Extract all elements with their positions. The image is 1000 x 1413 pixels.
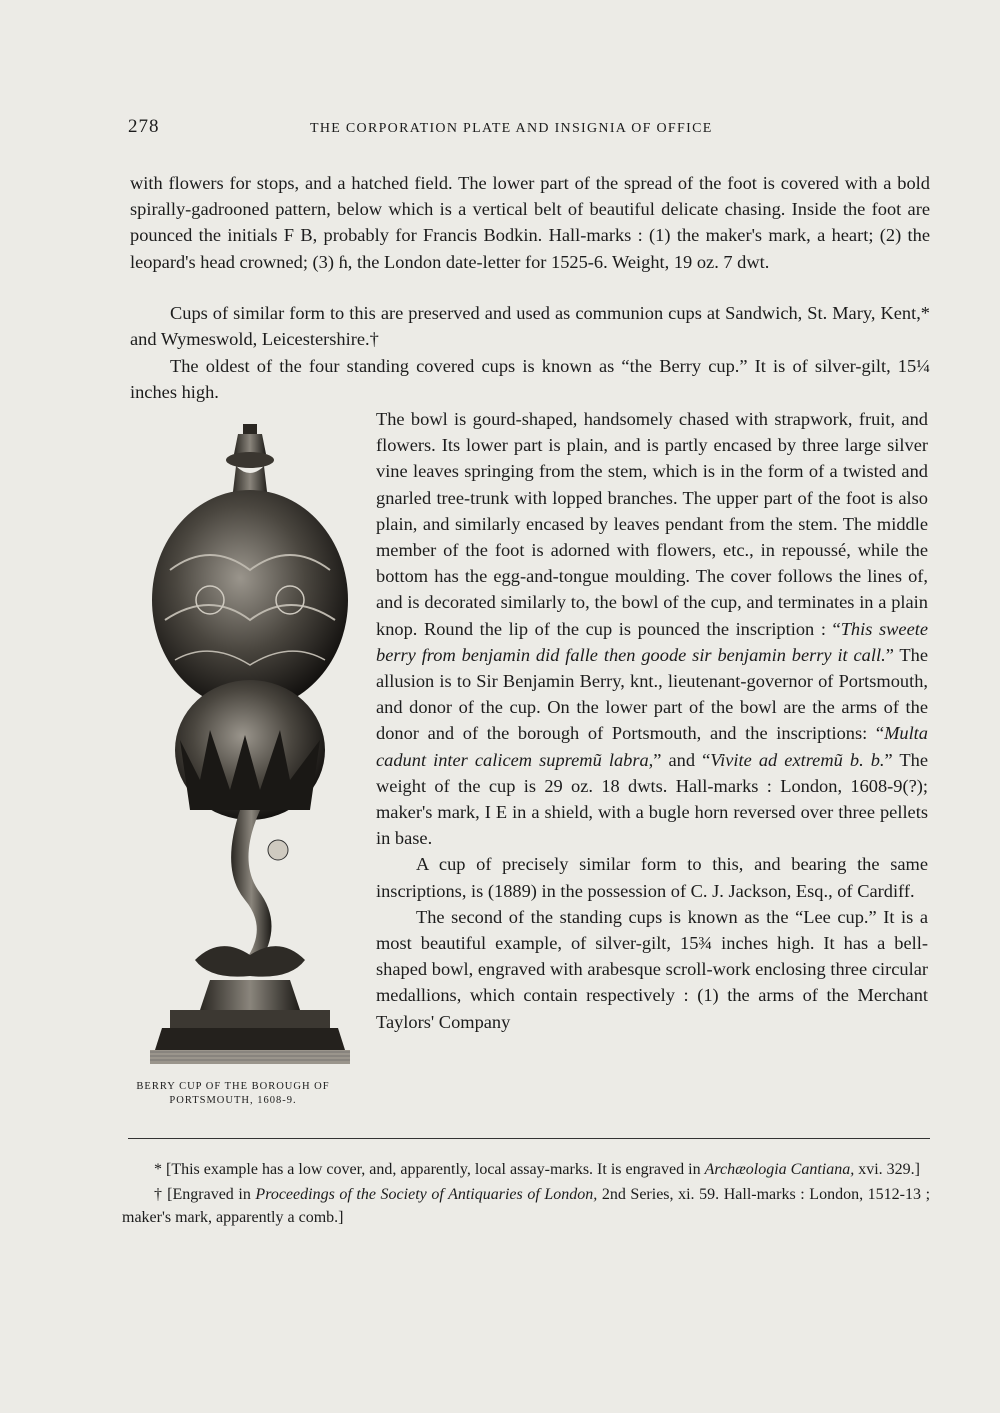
page-number: 278 bbox=[128, 116, 160, 137]
berry-cup-illustration bbox=[150, 420, 350, 1070]
footnotes bbox=[122, 1158, 930, 1231]
footnote-1: * [This example has a low cover, and, apparently, local assay-marks. It is engraved in Archæologia Cantiana, xvi. 329.] bbox=[154, 1161, 920, 1178]
paragraph-3-continued: The bowl is gourd-shaped, handsomely chased with strapwork, fruit, and flowers. Its lower part is plain, and is partly encased by three large silver vine leaves springing from the stem, which is in the form of a twisted and gnarled tree-trunk with lopped branches. The upper part of the foot is also plain, and similarly encased by leaves pendant from the stem. The middle member of the foot is adorned with flowers, etc., in repoussé, while the bottom has the egg-and-tongue moulding. The cover follows the lines of, and is decorated similarly to, the bowl of the cup, and terminates in a plain knop. Round the lip of the cup is pounced the inscription : “This sweete berry from benjamin did falle then goode sir benjamin berry it call.” The allusion is to Sir Benjamin Berry, knt., lieutenant-governor of Portsmouth, and donor of the cup. On the lower part of the bowl are the arms of the donor and of the borough of Portsmouth, and the inscriptions: “Multa cadunt inter calicem supremũ labra,” and “Vivite ad extremũ b. b.” The weight of the cup is 29 oz. 18 dwts. Hall-marks : London, 1608-9(?); maker's mark, I E in a shield, with a bugle horn reversed over three pellets in base. bbox=[376, 409, 929, 849]
running-head: THE CORPORATION PLATE AND INSIGNIA OF OFFICE bbox=[310, 121, 713, 136]
paragraph-2: Cups of similar form to this are preserved and used as communion cups at Sandwich, St. Mary, Kent,* and Wymeswold, Leicestershire.† bbox=[130, 303, 930, 350]
caption-line-2: PORTSMOUTH, 1608-9. bbox=[169, 1095, 297, 1106]
berry-cup-engraving bbox=[150, 420, 350, 1070]
paragraph-3-start: The oldest of the four standing covered cups is known as “the Berry cup.” It is of silver-gilt, 15¼ inches high. bbox=[130, 356, 930, 403]
paragraph-1: with flowers for stops, and a hatched field. The lower part of the spread of the foot is covered with a bold spirally-gadrooned pattern, below which is a vertical belt of beautiful delicate chasing. Inside the foot are pounced the initials F B, probably for Francis Bodkin. Hall-marks : (1) the maker's mark, a heart; (2) the leopard's head crowned; (3) ɦ, the London date-letter for 1525-6. Weight, 19 oz. 7 dwt. bbox=[130, 173, 930, 272]
paragraph-4: A cup of precisely similar form to this, and bearing the same inscriptions, is (1889) in the possession of C. J. Jackson, Esq., of Cardiff. bbox=[376, 854, 928, 901]
right-column bbox=[376, 406, 928, 1035]
footnote-divider bbox=[128, 1138, 930, 1139]
footnote-2: † [Engraved in Proceedings of the Society of Antiquaries of London, 2nd Series, xi. 59. Hall-marks : London, 1512-13 ; maker's mark, apparently a comb.] bbox=[122, 1186, 931, 1226]
paragraph-5: The second of the standing cups is known as the “Lee cup.” It is a most beautiful example, of silver-gilt, 15¾ inches high. It has a bell-shaped bowl, engraved with arabesque scroll-work enclosing three circular medallions, which contain respectively : (1) the arms of the Merchant Taylors' Company bbox=[376, 906, 928, 1032]
figure-caption bbox=[128, 1080, 338, 1108]
caption-line-1: BERRY CUP OF THE BOROUGH OF bbox=[136, 1081, 330, 1092]
